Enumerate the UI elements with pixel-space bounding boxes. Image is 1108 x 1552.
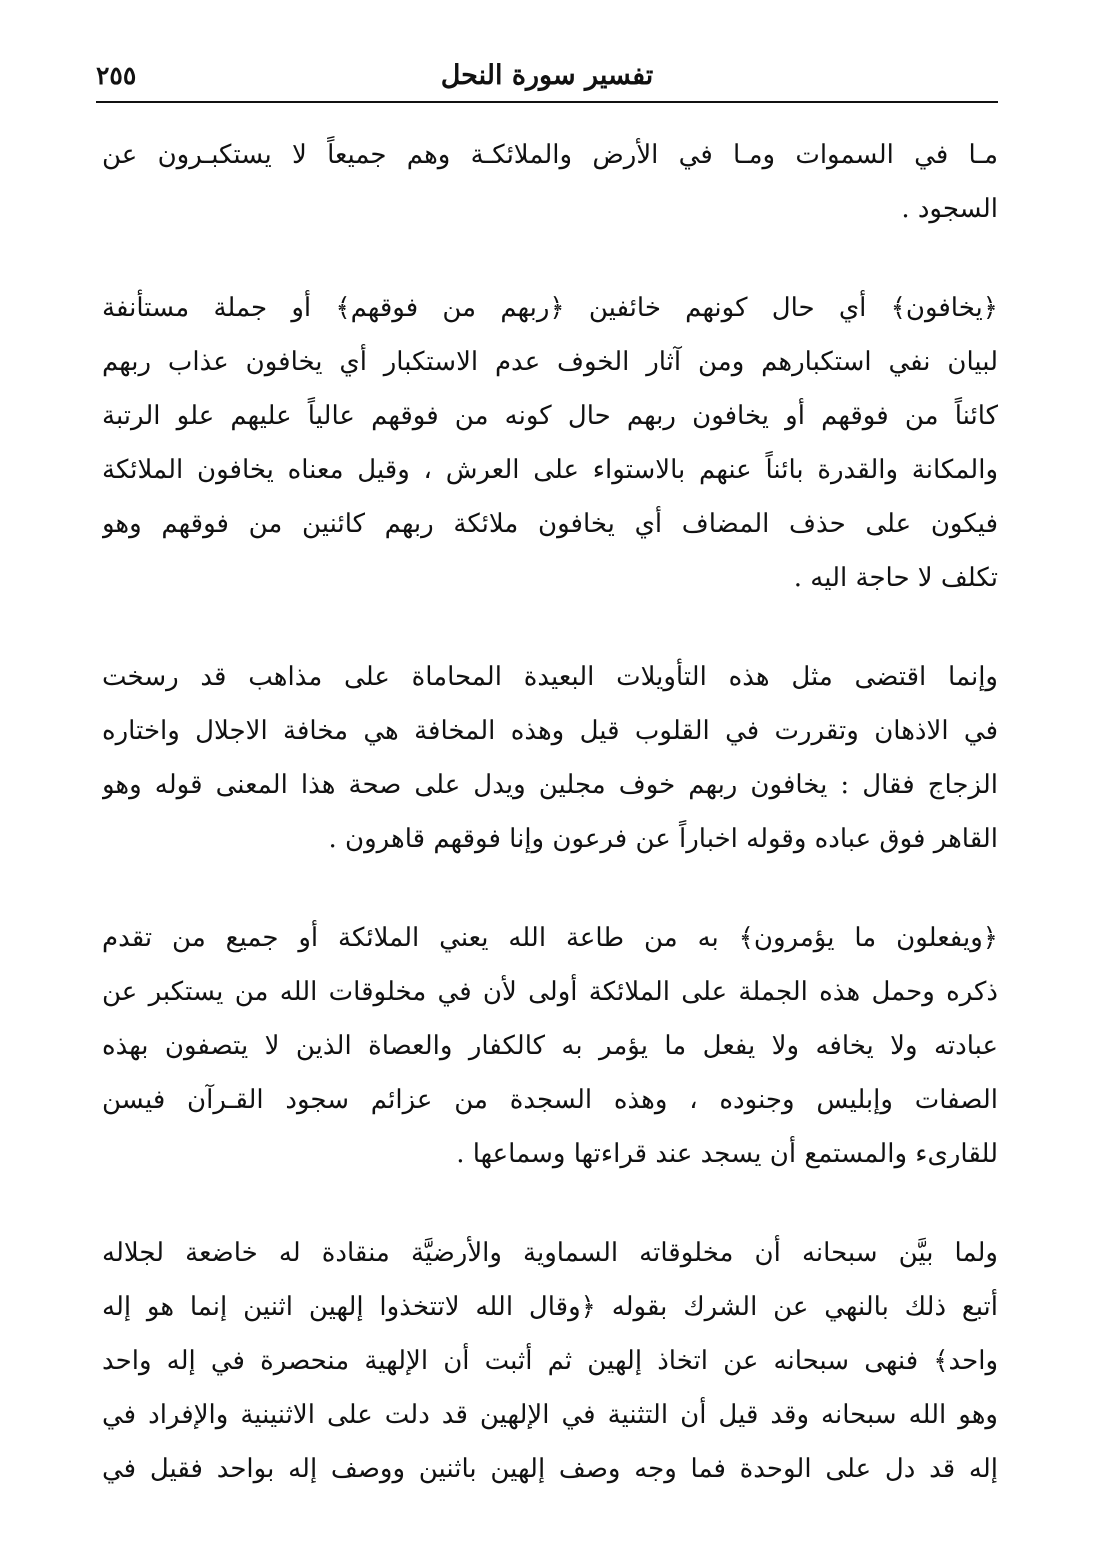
text-line: واحد﴾ فنهى سبحانه عن اتخاذ إلهين ثم أثبت أن الإلهية منحصرة في إله واحد [102,1346,998,1376]
paragraph-gap [102,236,998,281]
text-line: عبادته ولا يخافه ولا يفعل ما يؤمر به كالكفار والعصاة الذين لا يتصفون بهذه [102,1031,998,1061]
text-line: لبيان نفي استكبارهم ومن آثار الخوف عدم الاستكبار أي يخافون عذاب ربهم [102,347,998,377]
text-line: فيكون على حذف المضاف أي يخافون ملائكة ربهم كائنين من فوقهم وهو [102,509,998,539]
text-line: ﴿ويفعلون ما يؤمرون﴾ به من طاعة الله يعني الملائكة أو جميع من تقدم [102,923,998,953]
page-header [96,56,998,100]
text-line: ﴿يخافون﴾ أي حال كونهم خائفين ﴿ربهم من فوقهم﴾ أو جملة مستأنفة [102,293,998,323]
text-line: أتبع ذلك بالنهي عن الشرك بقوله ﴿وقال الله لاتتخذوا إلهين اثنين إنما هو إله [102,1292,998,1322]
text-line: ذكره وحمل هذه الجملة على الملائكة أولى لأن في مخلوقات الله من يستكبر عن [102,977,998,1007]
paragraph [102,1226,998,1496]
text-line: القاهر فوق عباده وقوله اخباراً عن فرعون وإنا فوقهم قاهرون . [328,824,998,854]
text-line: الزجاج فقال : يخافون ربهم خوف مجلين ويدل على صحة هذا المعنى قوله وهو [102,770,998,800]
paragraph-gap [102,866,998,911]
running-title: تفسير سورة النحل [440,60,654,91]
text-line: الصفات وإبليس وجنوده ، وهذه السجدة من عزائم سجود القـرآن فيسن [102,1085,998,1115]
text-line: وهو الله سبحانه وقد قيل أن التثنية في الإلهين قد دلت على الاثنينية والإفراد في [102,1400,998,1430]
text-line: والمكانة والقدرة بائناً عنهم بالاستواء على العرش ، وقيل معناه يخافون الملائكة [102,455,998,485]
paragraph [102,911,998,1181]
text-line: للقارىء والمستمع أن يسجد عند قراءتها وسماعها . [456,1139,998,1169]
text-line: إله قد دل على الوحدة فما وجه وصف إلهين باثنين ووصف إله بواحد فقيل في [102,1454,998,1484]
paragraph [102,128,998,236]
body-text [102,128,998,1496]
paragraph-gap [102,1181,998,1226]
text-line: في الاذهان وتقررت في القلوب قيل وهذه المخافة هي مخافة الاجلال واختاره [102,716,998,746]
text-line: السجود . [901,194,998,224]
text-line: كائناً من فوقهم أو يخافون ربهم حال كونه من فوقهم عالياً عليهم علو الرتبة [102,401,998,431]
paragraph [102,650,998,866]
text-line: وإنما اقتضى مثل هذه التأويلات البعيدة المحاماة على مذاهب قد رسخت [102,662,998,692]
paragraph-gap [102,605,998,650]
page-number: ٢٥٥ [96,61,137,90]
text-line: تكلف لا حاجة اليه . [793,563,998,593]
text-line: مـا في السموات ومـا في الأرض والملائكـة وهم جميعاً لا يستكبـرون عن [102,140,998,170]
text-line: ولما بيَّن سبحانه أن مخلوقاته السماوية والأرضيَّة منقادة له خاضعة لجلاله [102,1238,998,1268]
header-divider [96,101,998,103]
paragraph [102,281,998,605]
